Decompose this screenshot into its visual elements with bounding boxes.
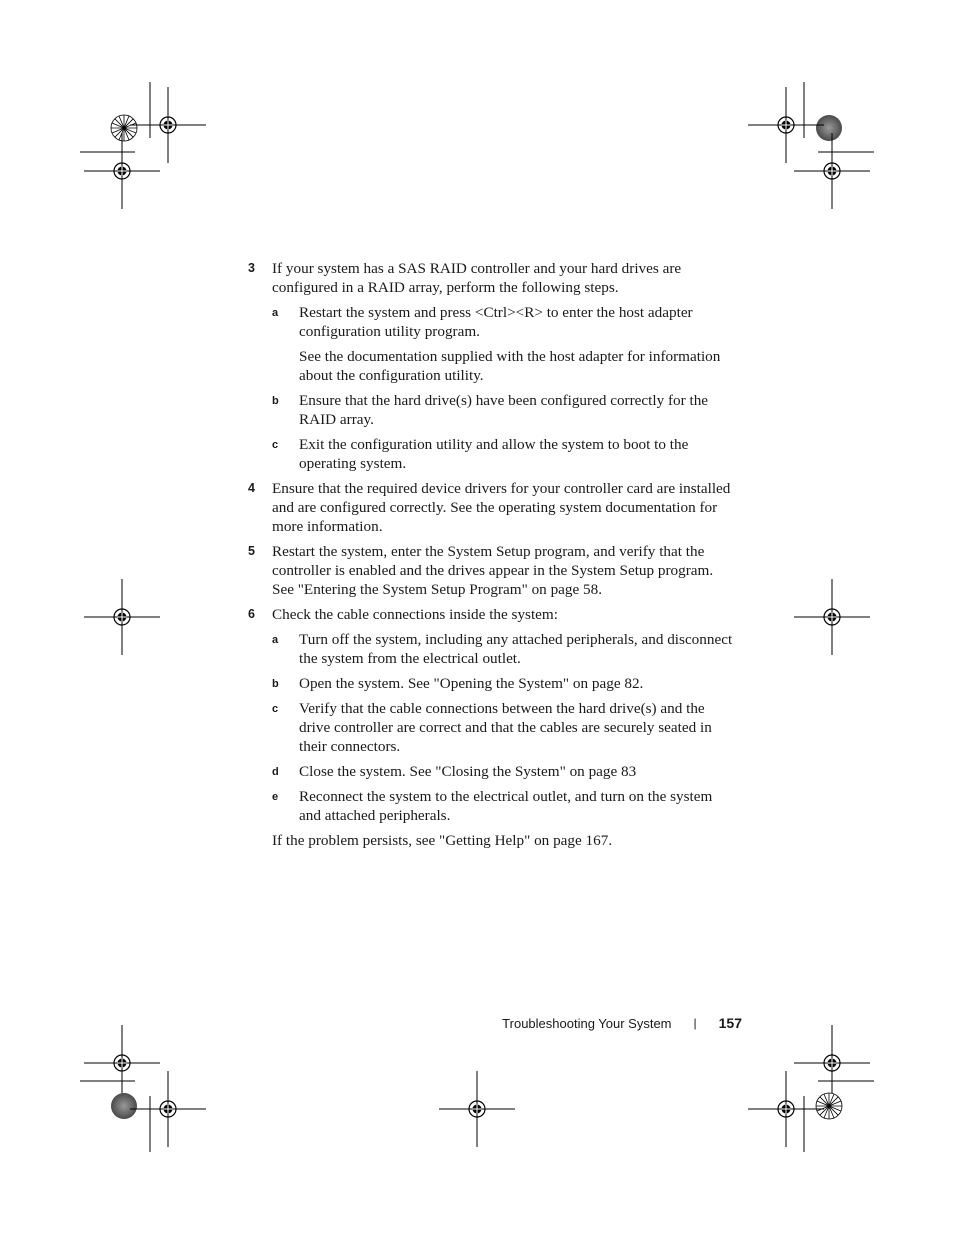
substep-text: Exit the configuration utility and allow the system to boot to the operating system. bbox=[299, 436, 689, 472]
substep-6b bbox=[272, 674, 738, 693]
substep-6c bbox=[272, 699, 738, 756]
step-5 bbox=[248, 542, 738, 599]
step-6 bbox=[248, 605, 738, 825]
substep-letter: b bbox=[272, 678, 279, 690]
crop-mark-bottom-left bbox=[80, 1025, 206, 1152]
substep-3c bbox=[272, 435, 738, 473]
step-text: Ensure that the required device drivers for your controller card are installed and are configured correctly. See the operating system documentation for more information. bbox=[272, 480, 731, 535]
substep-text: Turn off the system, including any attached peripherals, and disconnect the system from the electrical outlet. bbox=[299, 631, 733, 667]
registration-mark-left bbox=[84, 579, 160, 655]
step-number: 6 bbox=[248, 607, 255, 621]
substep-letter: c bbox=[272, 703, 279, 715]
crop-mark-top-right bbox=[748, 82, 874, 209]
step-text: Check the cable connections inside the system: bbox=[272, 606, 558, 623]
substep-letter: a bbox=[272, 634, 279, 646]
footer-separator: | bbox=[693, 1016, 697, 1030]
page-number: 157 bbox=[718, 1015, 742, 1031]
step-number: 3 bbox=[248, 261, 255, 275]
step-4 bbox=[248, 479, 738, 536]
substep-text: Reconnect the system to the electrical outlet, and turn on the system and attached peripherals. bbox=[299, 788, 713, 824]
substep-6d bbox=[272, 762, 738, 781]
substep-letter: b bbox=[272, 395, 279, 407]
substep-note: See the documentation supplied with the host adapter for information about the configuration utility. bbox=[299, 348, 721, 384]
substep-letter: e bbox=[272, 791, 279, 803]
substep-text: Restart the system and press <Ctrl><R> to enter the host adapter configuration utility program. bbox=[299, 304, 693, 340]
step-number: 4 bbox=[248, 481, 255, 495]
substep-6a bbox=[272, 630, 738, 668]
substep-text: Open the system. See "Opening the System" on page 82. bbox=[299, 675, 644, 692]
substep-letter: a bbox=[272, 307, 279, 319]
page-body bbox=[248, 259, 738, 850]
substep-letter: d bbox=[272, 766, 279, 778]
step-text: If your system has a SAS RAID controller and your hard drives are configured in a RAID array, perform the following steps. bbox=[272, 260, 682, 296]
registration-mark-right bbox=[794, 579, 870, 655]
substep-3b bbox=[272, 391, 738, 429]
substep-text: Ensure that the hard drive(s) have been configured correctly for the RAID array. bbox=[299, 392, 709, 428]
substep-letter: c bbox=[272, 439, 279, 451]
crop-mark-top-left bbox=[80, 82, 206, 209]
substep-3a bbox=[272, 303, 738, 385]
step-text: Restart the system, enter the System Setup program, and verify that the controller is enabled and the drives appear in the System Setup program. See "Entering the System Setup Program" on page 58. bbox=[272, 543, 714, 598]
substep-text: Verify that the cable connections between the hard drive(s) and the drive controller are correct and that the cables are securely seated in their connectors. bbox=[299, 700, 712, 755]
footer-section-title: Troubleshooting Your System bbox=[502, 1015, 672, 1031]
closing-note: If the problem persists, see "Getting Help" on page 167. bbox=[272, 832, 613, 849]
substep-6e bbox=[272, 787, 738, 825]
step-number: 5 bbox=[248, 544, 255, 558]
step-3 bbox=[248, 259, 738, 473]
registration-mark-bottom-center bbox=[439, 1071, 515, 1147]
crop-mark-bottom-right bbox=[748, 1025, 874, 1152]
page-footer bbox=[440, 1015, 742, 1031]
substep-text: Close the system. See "Closing the System" on page 83 bbox=[299, 763, 637, 780]
